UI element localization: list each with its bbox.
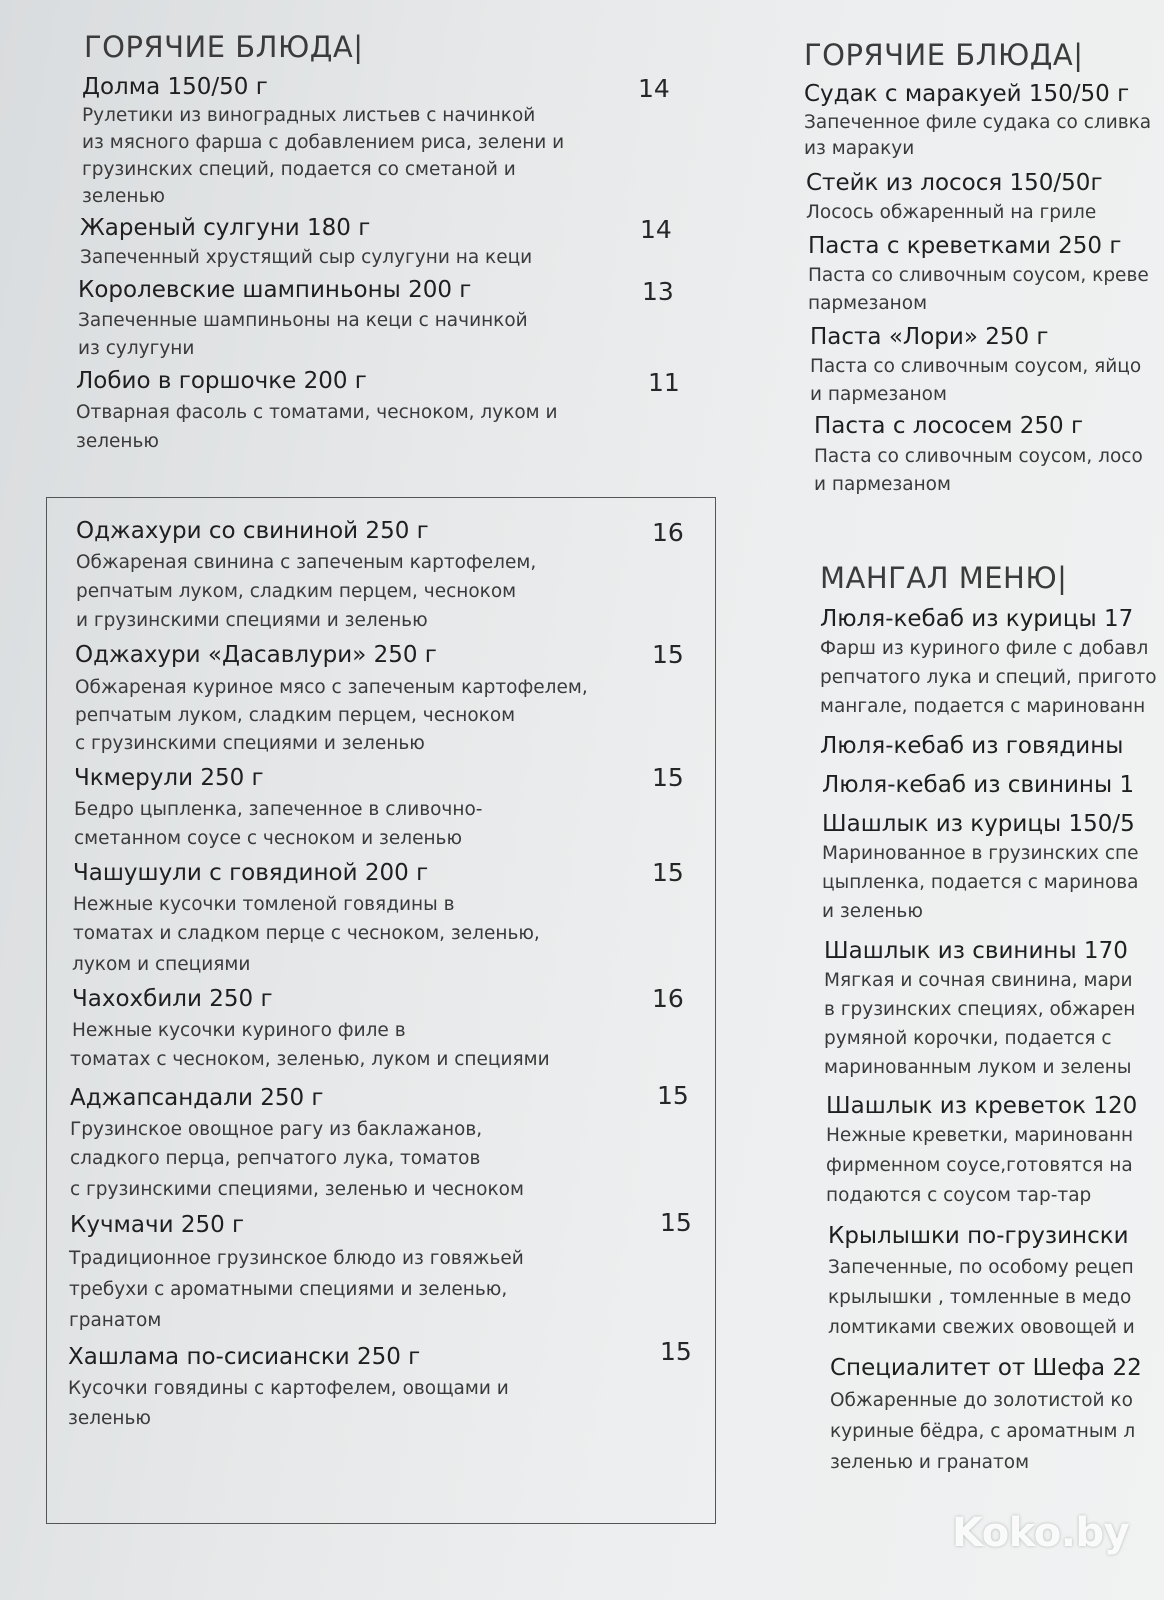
item-desc-line: сладкого перца, репчатого лука, томатов	[70, 1148, 481, 1169]
item-name: Паста с креветками 250 г	[808, 233, 1122, 259]
item-desc-line: сметанном соусе с чесноком и зеленью	[74, 828, 463, 849]
item-desc-line: Нежные кусочки куриного филе в	[72, 1020, 406, 1041]
item-desc-line: в грузинских специях, обжарен	[824, 999, 1136, 1020]
item-price: 15	[657, 1081, 689, 1110]
item-desc-line: и грузинскими специями и зеленью	[76, 610, 428, 631]
item-desc-line: цыпленка, подается с маринова	[822, 872, 1139, 893]
item-price: 14	[638, 74, 670, 103]
item-desc-line: Запеченный хрустящий сыр сулугуни на кеци	[80, 247, 533, 268]
item-price: 15	[660, 1208, 692, 1237]
item-desc-line: гранатом	[69, 1310, 162, 1331]
item-desc-line: Нежные креветки, маринованн	[826, 1125, 1134, 1146]
item-desc-line: зеленью	[76, 431, 159, 452]
item-desc-line: Лосось обжаренный на гриле	[806, 202, 1097, 223]
item-desc-line: Запеченное филе судака со сливка	[804, 112, 1152, 133]
item-price: 16	[652, 984, 684, 1013]
item-price: 15	[652, 763, 684, 792]
item-desc-line: Паста со сливочным соусом, яйцо	[810, 356, 1142, 377]
item-name: Оджахури «Дасавлури» 250 г	[75, 642, 437, 668]
item-name: Судак с маракуей 150/50 г	[804, 81, 1130, 107]
item-desc-line: репчатым луком, сладким перцем, чесноком	[75, 705, 516, 726]
item-desc-line: с грузинскими специями, зеленью и чесноком	[70, 1179, 524, 1200]
item-desc-line: пармезаном	[808, 293, 928, 314]
item-desc-line: Бедро цыпленка, запеченное в сливочно-	[74, 799, 483, 820]
item-desc-line: куриные бёдра, с ароматным л	[830, 1421, 1136, 1442]
item-name: Люля-кебаб из говядины	[820, 733, 1124, 759]
item-desc-line: Запеченные, по особому рецеп	[828, 1257, 1134, 1278]
item-name: Жареный сулгуни 180 г	[80, 215, 371, 241]
item-name: Чашушули с говядиной 200 г	[73, 860, 429, 886]
item-price: 13	[642, 277, 674, 306]
item-name: Долма 150/50 г	[82, 74, 268, 100]
item-desc-line: зеленью и гранатом	[830, 1452, 1030, 1473]
item-desc-line: Традиционное грузинское блюдо из говяжьей	[69, 1248, 524, 1269]
item-desc-line: Паста со сливочным соусом, лосо	[814, 446, 1143, 467]
item-price: 16	[652, 518, 684, 547]
item-desc-line: Фарш из куриного филе с добавл	[820, 638, 1149, 659]
item-name: Паста с лососем 250 г	[814, 413, 1084, 439]
item-desc-line: Обжареная свинина с запеченым картофелем,	[76, 552, 537, 573]
item-desc-line: фирменном соусе,готовятся на	[826, 1155, 1133, 1176]
item-price: 15	[660, 1337, 692, 1366]
item-name: Аджапсандали 250 г	[70, 1085, 324, 1111]
item-desc-line: Обжаренные до золотистой ко	[830, 1390, 1133, 1411]
item-desc-line: Маринованное в грузинских спе	[822, 843, 1139, 864]
item-name: Хашлама по-сисиански 250 г	[68, 1344, 421, 1370]
item-desc-line: из маракуи	[804, 138, 915, 159]
item-name: Оджахури со свининой 250 г	[76, 518, 429, 544]
item-name: Шашлык из свинины 170	[824, 938, 1128, 964]
item-desc-line: Запеченные шампиньоны на кеци с начинкой	[78, 310, 528, 331]
item-desc-line: подаются с соусом тар-тар	[826, 1185, 1092, 1206]
item-desc-line: Нежные кусочки томленой говядины в	[73, 894, 455, 915]
item-desc-line: Отварная фасоль с томатами, чесноком, луком и	[76, 402, 558, 423]
item-name: Люля-кебаб из свинины 1	[822, 772, 1135, 798]
item-desc-line: из сулугуни	[78, 338, 195, 359]
item-name: Крылышки по-грузински	[828, 1223, 1129, 1249]
item-name: Кучмачи 250 г	[70, 1212, 245, 1238]
item-desc-line: репчатым луком, сладким перцем, чесноком	[76, 581, 517, 602]
item-price: 14	[640, 215, 672, 244]
section-title: ГОРЯЧИЕ БЛЮДА|	[804, 38, 1084, 72]
item-desc-line: и зеленью	[822, 901, 923, 922]
item-desc-line: Рулетики из виноградных листьев с начинкой	[82, 105, 536, 126]
item-name: Специалитет от Шефа 22	[830, 1355, 1142, 1381]
item-name: Стейк из лосося 150/50г	[806, 170, 1103, 196]
item-price: 15	[652, 640, 684, 669]
item-name: Шашлык из креветок 120	[826, 1093, 1138, 1119]
item-name: Чахохбили 250 г	[72, 986, 273, 1012]
item-desc-line: зеленью	[68, 1408, 151, 1429]
section-title: ГОРЯЧИЕ БЛЮДА|	[84, 30, 364, 64]
item-name: Чкмерули 250 г	[74, 765, 264, 791]
item-price: 11	[648, 368, 680, 397]
item-desc-line: Паста со сливочным соусом, креве	[808, 265, 1149, 286]
item-desc-line: и пармезаном	[810, 384, 947, 405]
item-desc-line: Кусочки говядины с картофелем, овощами и	[68, 1378, 509, 1399]
item-desc-line: луком и специями	[72, 954, 251, 975]
item-name: Паста «Лори» 250 г	[810, 324, 1049, 350]
item-desc-line: с грузинскими специями и зеленью	[75, 733, 425, 754]
item-name: Королевские шампиньоны 200 г	[78, 277, 472, 303]
section-title: МАНГАЛ МЕНЮ|	[820, 561, 1068, 595]
item-desc-line: из мясного фарша с добавлением риса, зелени и	[82, 132, 565, 153]
item-desc-line: Обжареная куриное мясо с запеченым картофелем,	[75, 677, 588, 698]
item-desc-line: ломтиками свежих ововощей и	[828, 1317, 1135, 1338]
item-desc-line: томатах и сладком перце с чесноком, зеленью,	[73, 923, 540, 944]
item-desc-line: и пармезаном	[814, 474, 951, 495]
item-name: Шашлык из курицы 150/5	[822, 811, 1135, 837]
item-desc-line: зеленью	[82, 186, 165, 207]
item-desc-line: мангале, подается с маринованн	[820, 696, 1146, 717]
item-desc-line: грузинских специй, подается со сметаной и	[82, 159, 516, 180]
item-desc-line: репчатого лука и специй, пригото	[820, 667, 1157, 688]
item-desc-line: маринованным луком и зелены	[824, 1057, 1132, 1078]
item-desc-line: томатах с чесноком, зеленью, луком и специями	[70, 1049, 550, 1070]
item-name: Люля-кебаб из курицы 17	[820, 606, 1134, 632]
item-desc-line: крылышки , томленные в медо	[828, 1287, 1132, 1308]
item-desc-line: Грузинское овощное рагу из баклажанов,	[70, 1119, 483, 1140]
item-desc-line: Мягкая и сочная свинина, мари	[824, 970, 1133, 991]
item-name: Лобио в горшочке 200 г	[76, 368, 367, 394]
item-price: 15	[652, 858, 684, 887]
item-desc-line: требухи с ароматными специями и зеленью,	[69, 1279, 508, 1300]
watermark-logo: Koko.by	[952, 1510, 1130, 1556]
item-desc-line: румяной корочки, подается с	[824, 1028, 1112, 1049]
